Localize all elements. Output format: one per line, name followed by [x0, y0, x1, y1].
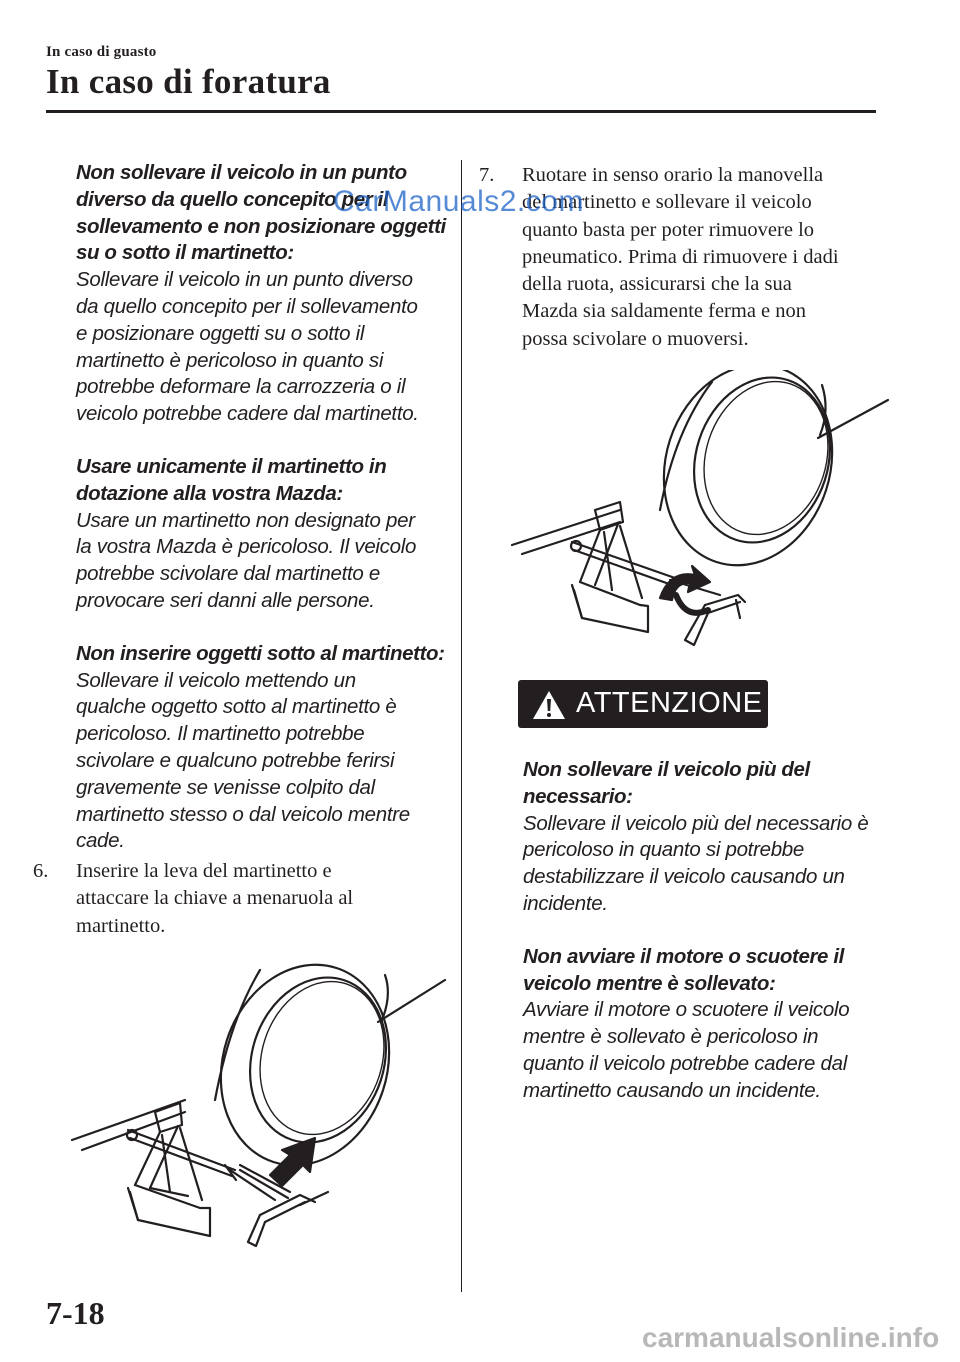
- warning-text-line: veicolo potrebbe cadere dal martinetto.: [76, 402, 419, 426]
- attention-label: [518, 680, 768, 728]
- jack-lever-illustration: [60, 960, 460, 1250]
- warning-text-line: Avviare il motore o scuotere il veicolo: [523, 998, 850, 1022]
- warning-text-line: gravemente se venisse colpito dal: [76, 775, 375, 799]
- step-text-line: quanto basta per poter rimuovere lo: [522, 218, 815, 241]
- warning-heading-line: diverso da quello concepito per il: [76, 187, 389, 211]
- left-warning-block: [76, 160, 448, 855]
- warning-triangle-icon: [532, 690, 566, 720]
- attention-text: ATTENZIONE: [576, 687, 763, 719]
- warning-text-line: destabilizzare il veicolo causando un: [523, 865, 845, 889]
- warning-heading-line: Non sollevare il veicolo in un punto: [76, 161, 407, 184]
- step-text-line: Inserire la leva del martinetto e: [76, 860, 332, 882]
- warning-text-line: da quello concepito per il sollevamento: [76, 294, 418, 318]
- warning-text-line: scivolare e qualcuno potrebbe ferirsi: [76, 748, 395, 772]
- step-text-line: del martinetto e sollevare il veicolo: [522, 191, 812, 214]
- warning-heading-line: necessario:: [523, 784, 633, 808]
- warning-text-line: la vostra Mazda è pericoloso. Il veicolo: [76, 535, 417, 559]
- warning-text-line: martinetto causando un incidente.: [523, 1078, 821, 1102]
- step-text-line: possa scivolare o muoversi.: [522, 327, 749, 350]
- page-title: In caso di foratura: [46, 62, 331, 101]
- warning-heading-line: sollevamento e non posizionare oggetti: [76, 214, 446, 238]
- warning-text-line: Usare un martinetto non designato per: [76, 508, 415, 532]
- title-rule: [46, 110, 876, 113]
- warning-text-line: quanto il veicolo potrebbe cadere dal: [523, 1051, 847, 1075]
- warning-text-line: Sollevare il veicolo mettendo un: [76, 668, 356, 692]
- warning-text-line: potrebbe deformare la carrozzeria o il: [76, 375, 406, 399]
- warning-heading-line: Non sollevare il veicolo più del: [523, 758, 810, 781]
- step-number: 6.: [33, 860, 49, 882]
- warning-text-line: pericoloso. Il martinetto potrebbe: [76, 722, 365, 746]
- warning-text-line: martinetto è pericoloso in quanto si: [76, 348, 384, 372]
- warning-heading-line: Non avviare il motore o scuotere il: [523, 944, 844, 968]
- warning-text-line: Sollevare il veicolo in un punto diverso: [76, 268, 413, 292]
- warning-text-line: pericoloso in quanto si potrebbe: [523, 838, 805, 862]
- warning-heading-line: su o sotto il martinetto:: [76, 241, 294, 265]
- watermark-text: CarManuals2.com: [333, 185, 584, 218]
- step-6: [33, 858, 443, 940]
- warning-text-line: mentre è sollevato è pericoloso in: [523, 1025, 819, 1049]
- step-text-line: Ruotare in senso orario la manovella: [522, 164, 824, 186]
- warning-text-line: cade.: [76, 829, 125, 853]
- warning-heading-line: dotazione alla vostra Mazda:: [76, 481, 343, 505]
- warning-heading-line: veicolo mentre è sollevato:: [523, 971, 776, 995]
- step-text-line: martinetto.: [76, 914, 166, 937]
- section-label: In caso di guasto: [46, 44, 157, 60]
- step-number: 7.: [479, 164, 495, 186]
- right-warning-block: [523, 757, 883, 1105]
- step-text-line: attaccare la chiave a menaruola al: [76, 887, 354, 910]
- step-text-line: pneumatico. Prima di rimuovere i dadi: [522, 245, 839, 268]
- warning-text-line: qualche oggetto sotto al martinetto è: [76, 695, 397, 719]
- warning-heading-line: Usare unicamente il martinetto in: [76, 454, 387, 478]
- page-number: 7-18: [46, 1295, 105, 1331]
- warning-text-line: Sollevare il veicolo più del necessario è: [523, 811, 869, 835]
- footer-watermark: carmanualsonline.info: [642, 1322, 940, 1353]
- warning-text-line: martinetto stesso o dal veicolo mentre: [76, 802, 410, 826]
- warning-text-line: e posizionare oggetti su o sotto il: [76, 321, 365, 345]
- step-text-line: della ruota, assicurarsi che la sua: [522, 273, 792, 296]
- column-divider: [461, 160, 462, 1292]
- jack-raise-illustration: [500, 370, 900, 665]
- warning-heading-line: Non inserire oggetti sotto al martinetto:: [76, 641, 445, 665]
- warning-text-line: potrebbe scivolare dal martinetto e: [76, 562, 381, 586]
- warning-text-line: incidente.: [523, 891, 608, 915]
- step-text-line: Mazda sia saldamente ferma e non: [522, 300, 807, 323]
- warning-text-line: provocare seri danni alle persone.: [76, 588, 375, 612]
